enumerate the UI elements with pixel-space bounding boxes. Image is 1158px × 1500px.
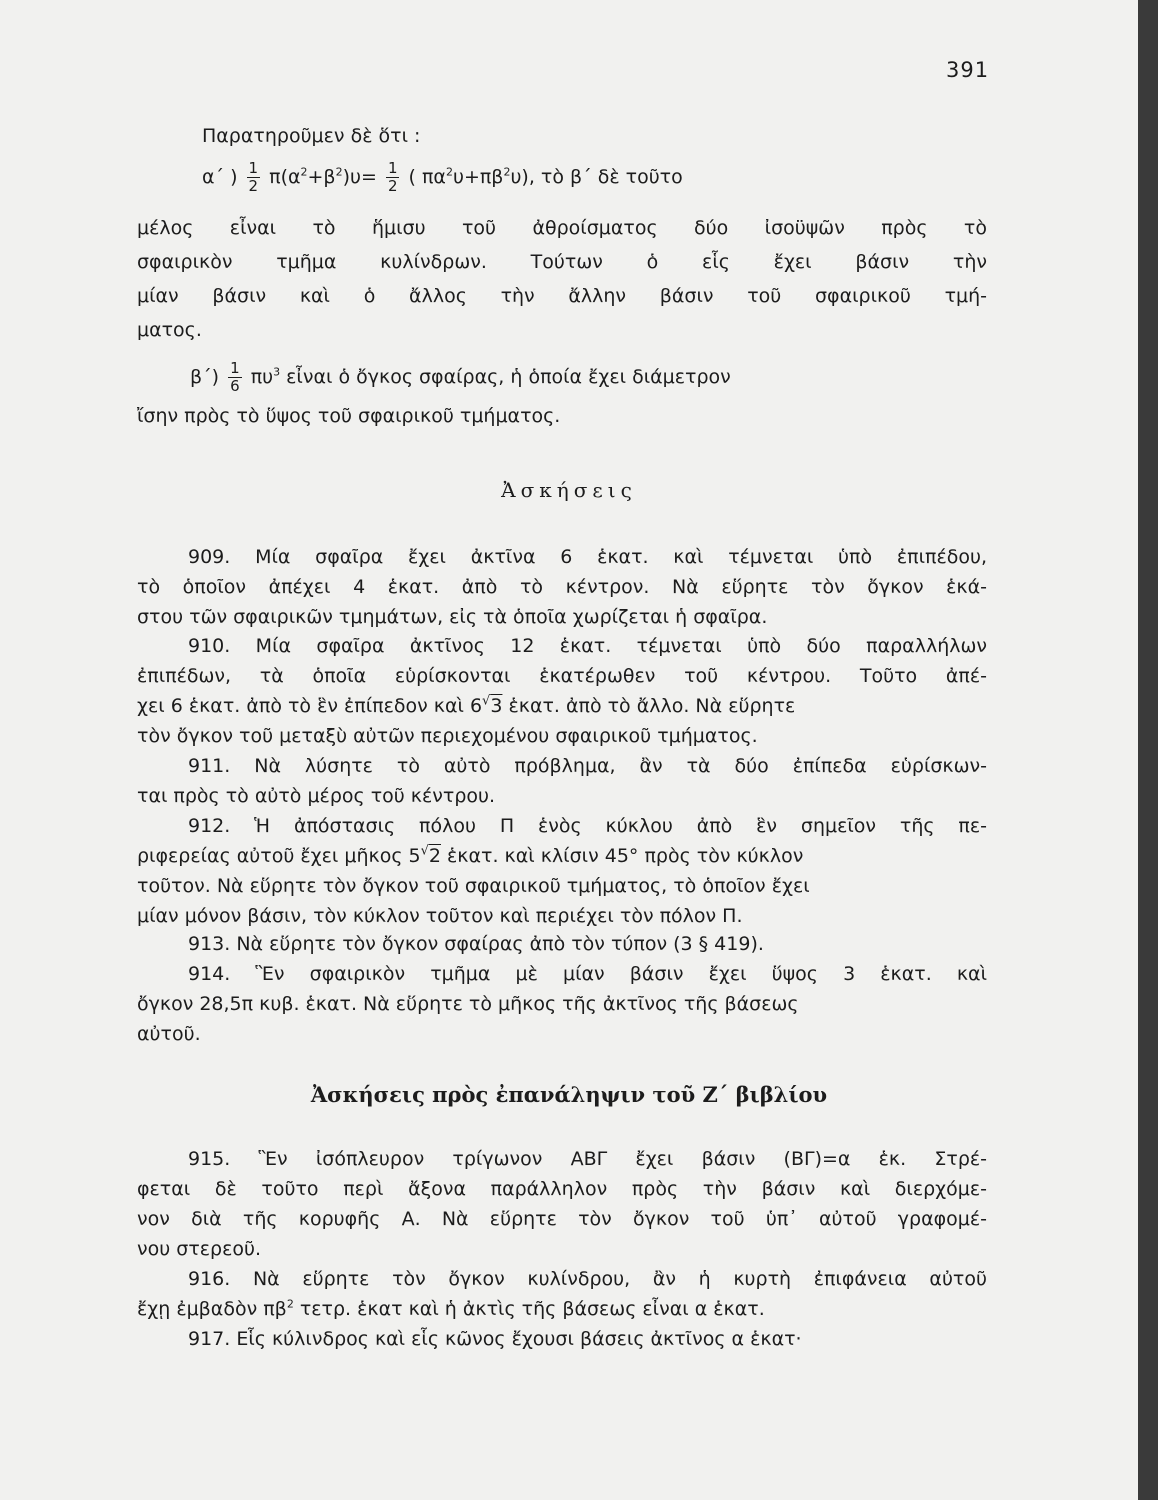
exercise-912-line: τοῦτον. Νὰ εὕρητε τὸν ὄγκον τοῦ σφαιρικοῦ τμήματος, τὸ ὁποῖον ἔχει	[137, 875, 810, 897]
intro-text-line: σφαιρικὸν τμῆμα κυλίνδρων. Τούτων ὁ εἷς ἔχει βάσιν τὴν	[137, 251, 987, 273]
beta-fraction: $\frac{1}{6}$	[230, 359, 240, 395]
scan-edge	[1138, 0, 1158, 1500]
intro-text-line: ματος.	[137, 319, 202, 341]
exercise-914-line: 914. Ἓν σφαιρικὸν τμῆμα μὲ μίαν βάσιν ἔχει ὕψος 3 ἑκατ. καὶ	[188, 963, 987, 985]
exercise-914-line: ὄγκον 28,5π κυβ. ἑκατ. Νὰ εὕρητε τὸ μῆκος τῆς ἀκτῖνος τῆς βάσεως	[137, 993, 799, 1015]
page-number: 391	[946, 58, 990, 82]
exercise-917-line: 917. Εἷς κύλινδρος καὶ εἷς κῶνος ἔχουσι βάσεις ἀκτῖνος α ἑκατ·	[188, 1328, 802, 1350]
intro-text-line: μίαν βάσιν καὶ ὁ ἄλλος τὴν ἄλλην βάσιν τοῦ σφαιρικοῦ τμή-	[137, 285, 987, 307]
exercises-heading: Ἀσκήσεις	[501, 478, 637, 502]
square-root-icon: √	[420, 843, 429, 859]
exercise-912-line: 912. Ἡ ἀπόστασις πόλου Π ἑνὸς κύκλου ἀπὸ ἓν σημεῖον τῆς πε-	[188, 815, 987, 837]
exercise-909-line: τὸ ὁποῖον ἀπέχει 4 ἑκατ. ἀπὸ τὸ κέντρον. Νὰ εὕρητε τὸν ὄγκον ἑκά-	[137, 576, 987, 598]
exercise-909-line: στου τῶν σφαιρικῶν τμημάτων, εἰς τὰ ὁποῖα χωρίζεται ἡ σφαῖρα.	[137, 606, 768, 628]
exercise-912-line: ριφερείας αὐτοῦ ἔχει μῆκος 5√2 ἑκατ. καὶ κλίσιν 45° πρὸς τὸν κύκλον	[137, 843, 804, 867]
exercise-915-line: 915. Ἓν ἰσόπλευρον τρίγωνον ΑΒΓ ἔχει βάσιν (ΒΓ)=α ἑκ. Στρέ-	[188, 1148, 987, 1170]
exercise-915-line: νου στερεοῦ.	[137, 1238, 262, 1260]
exercise-913-line: 913. Νὰ εὕρητε τὸν ὄγκον σφαίρας ἀπὸ τὸν τύπον (3 § 419).	[188, 933, 764, 955]
exercise-916-line: ἔχῃ ἐμβαδὸν $\pi\beta^2$ τετρ. ἑκατ καὶ ἡ ἀκτὶς τῆς βάσεως εἶναι α ἑκατ.	[137, 1297, 765, 1320]
alpha-label: α΄ )	[202, 166, 238, 188]
intro-text-line: μέλος εἶναι τὸ ἥμισυ τοῦ ἀθροίσματος δύο ἰσοϋψῶν πρὸς τὸ	[137, 217, 987, 239]
exercise-909-line: 909. Μία σφαῖρα ἔχει ἀκτῖνα 6 ἑκατ. καὶ τέμνεται ὑπὸ ἐπιπέδου,	[188, 546, 987, 568]
review-heading: Ἀσκήσεις πρὸς ἐπανάληψιν τοῦ Ζ΄ βιβλίου	[310, 1082, 828, 1107]
beta-formula-line: β΄) $\frac{1}{6}$ $\pi\upsilon^3$ εἶναι ὁ ὄγκος σφαίρας, ἡ ὁποία ἔχει διάμετρον	[190, 359, 731, 395]
exercise-916-line: 916. Νὰ εὕρητε τὸν ὄγκον κυλίνδρου, ἂν ἡ κυρτὴ ἐπιφάνεια αὐτοῦ	[188, 1268, 987, 1290]
alpha-fraction-2: $\frac{1}{2}$	[387, 159, 398, 195]
alpha-formula-line: α΄ ) $\frac{1}{2}$ $\pi(\alpha^2+\beta^2)\upsilon=$ $\frac{1}{2}$ ( $\pi\alpha^2\upsilon+\pi\beta^2\upsilon$), τὸ β΄ δὲ τοῦτο	[202, 159, 683, 195]
exercise-914-line: αὐτοῦ.	[137, 1023, 201, 1045]
observe-line: Παρατηροῦμεν δὲ ὅτι :	[202, 125, 421, 147]
exercise-910-line: 910. Μία σφαῖρα ἀκτῖνος 12 ἑκατ. τέμνεται ὑπὸ δύο παραλλήλων	[188, 635, 987, 657]
exercise-910-line: ἐπιπέδων, τὰ ὁποῖα εὑρίσκονται ἑκατέρωθεν τοῦ κέντρου. Τοῦτο ἀπέ-	[137, 665, 987, 687]
alpha-fraction: $\frac{1}{2}$	[248, 159, 259, 195]
exercise-911-line: ται πρὸς τὸ αὐτὸ μέρος τοῦ κέντρου.	[137, 785, 496, 807]
exercise-915-line: φεται δὲ τοῦτο περὶ ἄξονα παράλληλον πρὸς τὴν βάσιν καὶ διερχόμε-	[137, 1178, 987, 1200]
exercise-911-line: 911. Νὰ λύσητε τὸ αὐτὸ πρόβλημα, ἂν τὰ δύο ἐπίπεδα εὑρίσκων-	[188, 755, 987, 777]
exercise-915-line: νον διὰ τῆς κορυφῆς Α. Νὰ εὕρητε τὸν ὄγκον τοῦ ὑπ᾽ αὐτοῦ γραφομέ-	[137, 1208, 987, 1230]
exercise-910-line: τὸν ὄγκον τοῦ μεταξὺ αὐτῶν περιεχομένου σφαιρικοῦ τμήματος.	[137, 725, 758, 747]
exercise-910-line: χει 6 ἑκατ. ἀπὸ τὸ ἓν ἐπίπεδον καὶ 6√3 ἑκατ. ἀπὸ τὸ ἄλλο. Νὰ εὕρητε	[137, 693, 796, 717]
exercise-912-line: μίαν μόνον βάσιν, τὸν κύκλον τοῦτον καὶ περιέχει τὸν πόλον Π.	[137, 905, 743, 927]
square-root-icon: √	[482, 693, 491, 709]
beta-text-line: ἴσην πρὸς τὸ ὕψος τοῦ σφαιρικοῦ τμήματος.	[137, 405, 561, 427]
